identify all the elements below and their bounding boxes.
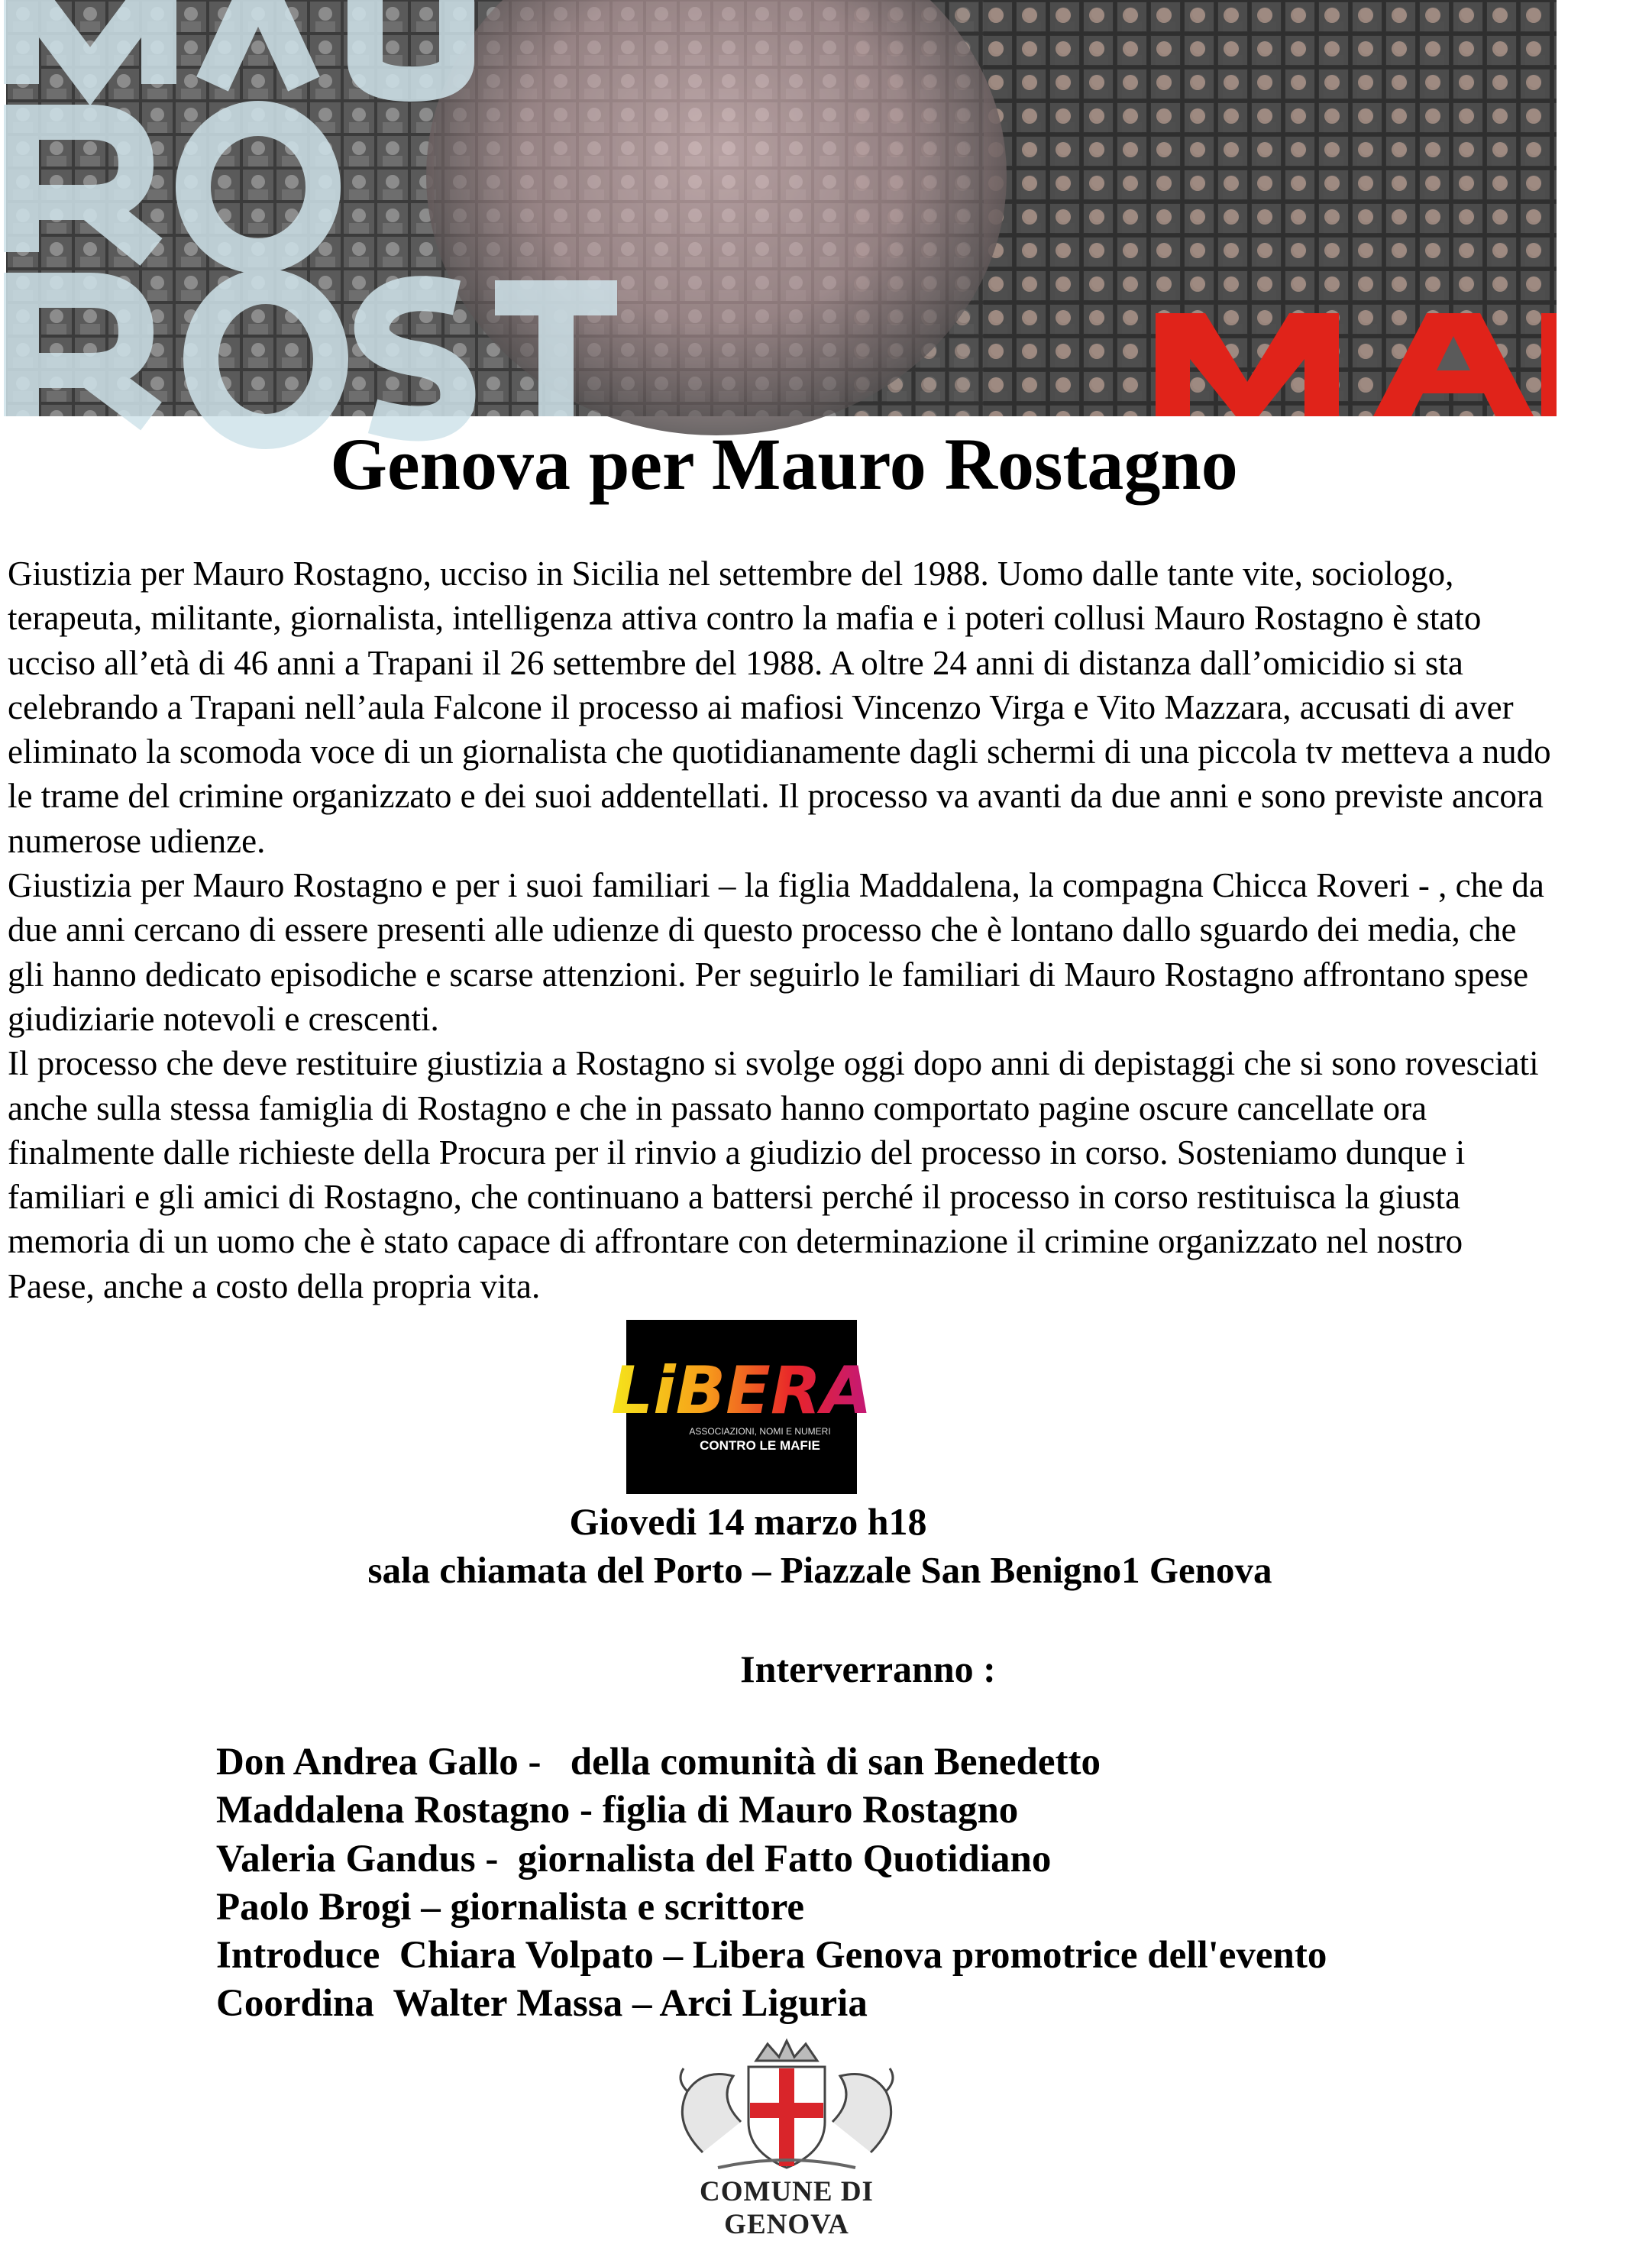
speaker-item: Valeria Gandus - giornalista del Fatto Quotidiano xyxy=(216,1837,1052,1880)
libera-logo-icon xyxy=(611,1320,872,1494)
mosaic-portrait-banner-icon xyxy=(6,0,1557,416)
page-title: Genova per Mauro Rostagno xyxy=(330,423,1238,505)
libera-logo-text: LiBERA xyxy=(611,1353,872,1429)
speaker-item: Don Andrea Gallo - della comunità di san Benedetto xyxy=(216,1741,1101,1783)
event-date: Giovedi 14 marzo h18 xyxy=(569,1500,927,1543)
comune-genova-emblem xyxy=(642,2038,932,2240)
speakers-heading: Interverranno : xyxy=(740,1648,996,1690)
event-venue: sala chiamata del Porto – Piazzale San Benigno1 Genova xyxy=(367,1549,1272,1591)
libera-logo-subtitle: ASSOCIAZIONI, NOMI E NUMERI xyxy=(689,1426,831,1437)
body-paragraph: Giustizia per Mauro Rostagno, ucciso in Sicilia nel settembre del 1988. Uomo dalle tante vite, sociologo, terapeuta, militante, giornalista, intelligenza attiva contro la mafia e i poteri collusi Mauro Rostagno è stato ucciso all’età di 46 anni a Trapani il 26 settembre del 1988. A oltre 24 anni di distanza dall’omicidio si sta celebrando a Trapani nell’aula Falcone il processo ai mafiosi Vincenzo Virga e Vito Mazzara, accusati di aver eliminato la scomoda voce di un giornalista che quotidianamente dagli schermi di una piccola tv metteva a nudo le trame del crimine organizzato e dei suoi addentellati. Il processo va avanti da due anni e sono previste ancora numerose udienze. xyxy=(8,555,1551,860)
speaker-item: Coordina Walter Massa – Arci Liguria xyxy=(216,1982,868,2026)
speakers-list xyxy=(216,1738,1545,2029)
body-paragraph: Giustizia per Mauro Rostagno e per i suoi familiari – la figlia Maddalena, la compagna Chicca Roveri - , che da due anni cercano di essere presenti alle udienze di questo processo che è lontano dallo sguardo dei media, che gli hanno dedicato episodiche e scarse attenzioni. Per seguirlo le familiari di Mauro Rostagno affrontano spese giudiziarie notevoli e crescenti. xyxy=(8,866,1544,1038)
speaker-item: Introduce Chiara Volpato – Libera Genova promotrice dell'evento xyxy=(216,1934,1327,1977)
comune-genova-label: COMUNE DI GENOVA xyxy=(700,2176,874,2240)
libera-logo-tagline: CONTRO LE MAFIE xyxy=(700,1438,820,1453)
header-banner xyxy=(6,0,1557,416)
genova-coat-of-arms-icon xyxy=(642,2038,932,2175)
body-paragraph: Il processo che deve restituire giustizia a Rostagno si svolge oggi dopo anni di depistaggi che si sono rovesciati anche sulla stessa famiglia di Rostagno e che in passato hanno comportato pagine oscure cancellate ora finalmente dalle richieste della Procura per il rinvio a giudizio del processo in corso. Sosteniamo dunque i familiari e gli amici di Rostagno, che continuano a battersi perché il processo in corso restituisca la giusta memoria di un uomo che è stato capace di affrontare con determinazione il crimine organizzato nel nostro Paese, anche a costo della propria vita. xyxy=(8,1044,1539,1305)
speaker-item: Maddalena Rostagno - figlia di Mauro Rostagno xyxy=(216,1789,1019,1832)
article-body xyxy=(8,551,1558,1308)
speaker-item: Paolo Brogi – giornalista e scrittore xyxy=(216,1885,805,1929)
